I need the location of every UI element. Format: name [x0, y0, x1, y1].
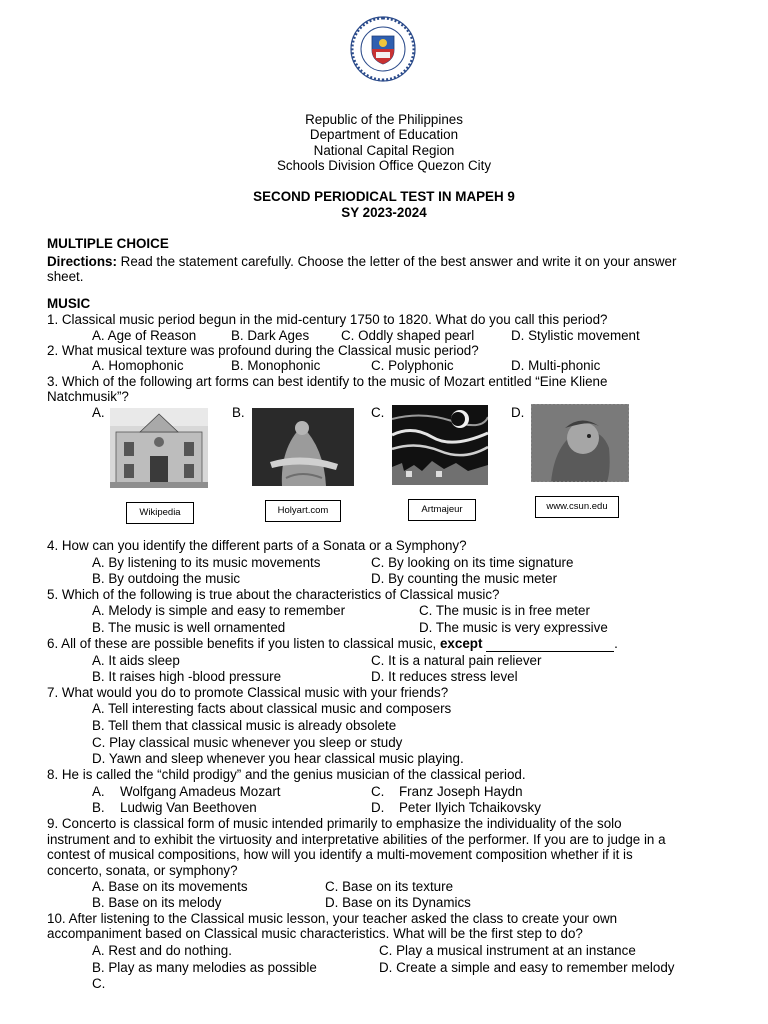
q6-choice-b: B. It raises high -blood pressure [92, 669, 282, 684]
q1-choice-b: B. Dark Ages [231, 328, 310, 343]
q4-choice-d: D. By counting the music meter [371, 571, 558, 586]
q6-text: 6. All of these are possible benefits if you listen to classical music, [47, 636, 440, 651]
q8-choice-b-letter: B. [92, 800, 105, 815]
q6-end: . [614, 636, 618, 651]
q10-choice-a: A. Rest and do nothing. [92, 943, 232, 958]
question-1: 1. Classical music period begun in the mid-century 1750 to 1820. What do you call this period? [47, 312, 608, 327]
q8-choice-c: Franz Joseph Haydn [399, 784, 523, 799]
question-7: 7. What would you do to promote Classical music with your friends? [47, 685, 449, 700]
header-republic: Republic of the Philippines [305, 112, 463, 127]
question-2: 2. What musical texture was profound during the Classical music period? [47, 343, 479, 358]
q10-choice-b: B. Play as many melodies as possible [92, 960, 317, 975]
subject-heading: MUSIC [47, 296, 91, 311]
q4-choice-a: A. By listening to its music movements [92, 555, 321, 570]
q10-choice-d: D. Create a simple and easy to remember melody [379, 960, 675, 975]
q6-choice-d: D. It reduces stress level [371, 669, 518, 684]
source-label-d: www.csun.edu [535, 496, 619, 518]
school-year: SY 2023-2024 [341, 205, 427, 220]
source-label-b: Holyart.com [265, 500, 341, 522]
q8-choice-c-letter: C. [371, 784, 385, 799]
q4-choice-b: B. By outdoing the music [92, 571, 241, 586]
question-10-line2: accompaniment based on Classical music characteristics. What will be the first step to do? [47, 926, 583, 941]
q4-choice-c: C. By looking on its time signature [371, 555, 574, 570]
q10-extra-choice: C. [92, 976, 106, 991]
q1-choice-c: C. Oddly shaped pearl [341, 328, 475, 343]
deped-seal [350, 16, 416, 82]
q2-choice-b: B. Monophonic [231, 358, 321, 373]
q9-choice-d: D. Base on its Dynamics [325, 895, 471, 910]
question-9-line4: concerto, sonata, or symphony? [47, 863, 238, 878]
q8-choice-d-letter: D. [371, 800, 385, 815]
directions-label: Directions: [47, 254, 117, 269]
question-3-line2: Natchmusik”? [47, 389, 129, 404]
question-8: 8. He is called the “child prodigy” and the genius musician of the classical period. [47, 767, 526, 782]
q3-choice-d: D. [511, 405, 525, 420]
q6-except: except [439, 636, 483, 651]
q9-choice-a: A. Base on its movements [92, 879, 248, 894]
directions-text: Read the statement carefully. Choose the letter of the best answer and write it on your answer [116, 254, 677, 269]
q10-choice-c: C. Play a musical instrument at an instance [379, 943, 636, 958]
q7-choice-a: A. Tell interesting facts about classical music and composers [92, 701, 452, 716]
question-9-line3: contest of musical compositions, how will you identify a multi-movement composition whether if it is [47, 847, 633, 862]
mosaic-portrait-image [531, 404, 629, 482]
pieta-sculpture-image [252, 408, 354, 486]
q5-choice-b: B. The music is well ornamented [92, 620, 286, 635]
question-9-line1: 9. Concerto is classical form of music intended primarily to emphasize the individuality of the solo [47, 816, 622, 831]
q7-choice-b: B. Tell them that classical music is already obsolete [92, 718, 397, 733]
question-6 [47, 636, 618, 652]
q5-choice-c: C. The music is in free meter [419, 603, 590, 618]
header-region: National Capital Region [313, 143, 455, 158]
source-label-c: Artmajeur [408, 499, 476, 521]
answer-blank [486, 639, 614, 652]
q1-choice-a: A. Age of Reason [92, 328, 197, 343]
directions-line2: sheet. [47, 269, 84, 284]
question-4: 4. How can you identify the different parts of a Sonata or a Symphony? [47, 538, 467, 553]
q5-choice-d: D. The music is very expressive [419, 620, 608, 635]
q3-choice-a: A. [92, 405, 105, 420]
q6-choice-c: C. It is a natural pain reliever [371, 653, 542, 668]
church-facade-image [110, 408, 208, 488]
q1-choice-d: D. Stylistic movement [511, 328, 640, 343]
header-division: Schools Division Office Quezon City [276, 158, 492, 173]
question-9-line2: instrument and to exhibit the virtuosity and interpretative abilities of the performer. If you are to judge in a [47, 832, 666, 847]
q8-choice-a-letter: A. [92, 784, 105, 799]
starry-night-image [392, 405, 488, 485]
q2-choice-c: C. Polyphonic [371, 358, 454, 373]
q2-choice-d: D. Multi-phonic [511, 358, 601, 373]
question-5: 5. Which of the following is true about the characteristics of Classical music? [47, 587, 500, 602]
question-3-line1: 3. Which of the following art forms can best identify to the music of Mozart entitled “Eine Kliene [47, 374, 608, 389]
q9-choice-c: C. Base on its texture [325, 879, 454, 894]
question-10-line1: 10. After listening to the Classical music lesson, your teacher asked the class to create your own [47, 911, 618, 926]
q3-choice-c: C. [371, 405, 385, 420]
source-label-a: Wikipedia [126, 502, 194, 524]
q7-choice-d: D. Yawn and sleep whenever you hear classical music playing. [92, 751, 464, 766]
header-department: Department of Education [309, 127, 459, 142]
q9-choice-b: B. Base on its melody [92, 895, 222, 910]
q8-choice-b: Ludwig Van Beethoven [120, 800, 257, 815]
directions-line1 [47, 254, 676, 270]
test-title: SECOND PERIODICAL TEST IN MAPEH 9 [253, 189, 515, 204]
q8-choice-d: Peter Ilyich Tchaikovsky [399, 800, 541, 815]
q8-choice-a: Wolfgang Amadeus Mozart [120, 784, 281, 799]
q6-choice-a: A. It aids sleep [92, 653, 180, 668]
q3-choice-b: B. [232, 405, 245, 420]
section-heading: MULTIPLE CHOICE [47, 236, 169, 251]
q2-choice-a: A. Homophonic [92, 358, 184, 373]
q5-choice-a: A. Melody is simple and easy to remember [92, 603, 346, 618]
q7-choice-c: C. Play classical music whenever you sleep or study [92, 735, 403, 750]
